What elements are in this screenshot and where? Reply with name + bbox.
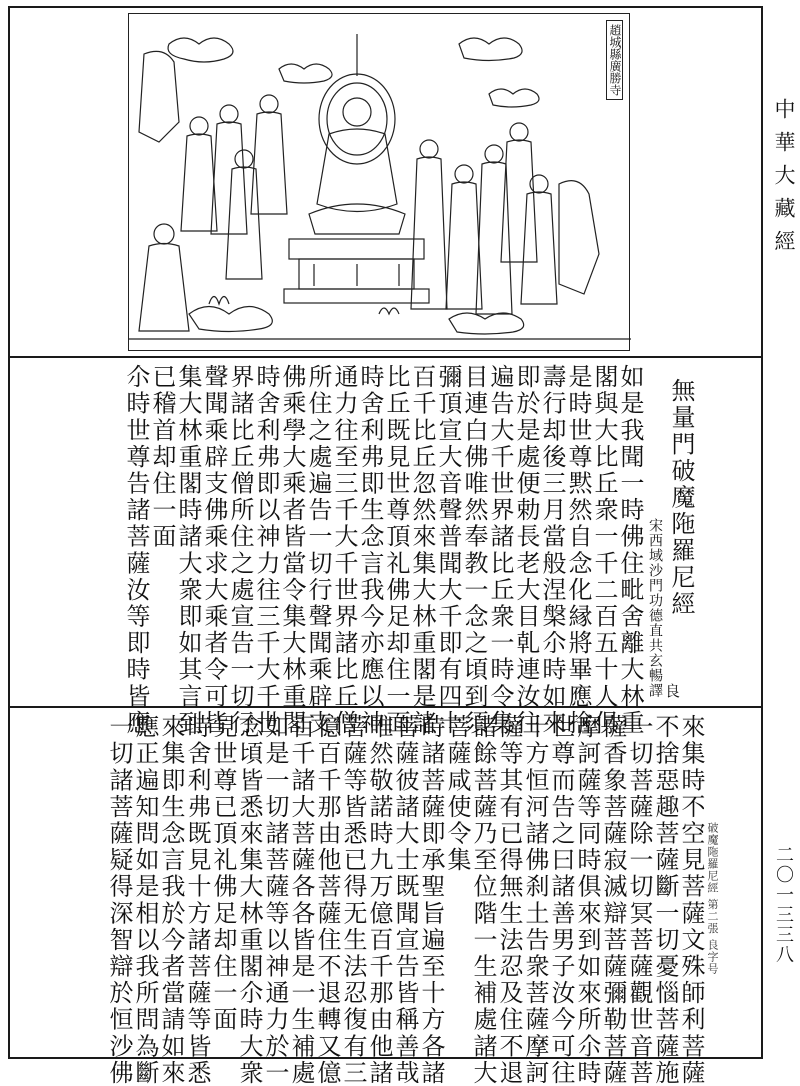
text-column: 壽行却後三月當般涅槃尒時如來 (538, 364, 566, 737)
section-divider-top (8, 356, 763, 358)
text-column: 是時世尊黙然自念化縁將畢應捨 (564, 364, 592, 737)
text-column: 時舍利弗即以神力往三千大千世 (252, 364, 280, 737)
text-column: 集大林重閣時諸大衆即如其言到 (174, 364, 202, 737)
text-column: 菩薩彼諸大士既聞宣告皆稱善哉 (391, 714, 419, 1086)
text-column: 摩訶薩等同時俱來到如來所尒時 (573, 714, 601, 1086)
text-column: 來集即生念言我於今者當請如來 (157, 714, 185, 1086)
text-column: 億百千那由他菩薩住不退轉又億 (313, 714, 341, 1086)
series-title: 中華大藏經 (772, 98, 796, 263)
text-column: 佛乘學大乘者皆當令集大林重閣 (278, 364, 306, 737)
page-number: 二〇一三三八 (773, 845, 794, 965)
sutra-title: 無量門破魔陁羅尼經 (667, 378, 695, 618)
text-column: 所住之處遍告一切行聲聞乘辟支 (304, 364, 332, 737)
text-column: 已稽首却住一面 (148, 364, 176, 551)
text-column: 尒時世尊告諸菩薩汝等即時皆應 (122, 364, 150, 737)
text-column: 諸餘菩薩乃至位階一生補處諸大 (469, 714, 497, 1086)
translator-line: 宋西域沙門功德直共玄暢譯 (647, 518, 663, 698)
text-column: 百千比丘忽然來集大林重閣是諸 (408, 364, 436, 737)
text-column: 時舍利弗既見十方諸菩薩等皆悉 (183, 714, 211, 1086)
text-column: 時舍利弗即生念言我今亦應以神 (356, 364, 384, 737)
text-column: 目連白佛唯然奉教一念之頃到須 (460, 364, 488, 737)
text-column: 薩等其有已得無生法忍及住不退 (495, 714, 523, 1086)
text-column: 如是一切諸菩薩等以神通力於一 (261, 714, 289, 1086)
text-column: 如是我聞一時佛住毗舍離大林重 (616, 364, 644, 737)
text-column: 薩香象菩薩寂滅辯菩薩彌勒菩薩 (599, 714, 627, 1086)
text-column: 遍告大千世界諸比丘衆一時令集 (486, 364, 514, 737)
text-column: 應正遍知問如是相以我所問為斷 (131, 714, 159, 1086)
scroll-side-note: 破魔陁羅尼經 第二張 良字号 (706, 822, 719, 975)
text-column: 一切菩薩除一切冥菩薩觀世音菩 (625, 714, 653, 1086)
text-column: 十方恒河諸佛刹土告衆菩薩摩訶 (521, 714, 549, 1086)
text-column: 世尊而告之曰諸善男子汝今可往 (547, 714, 575, 1086)
text-column: 念頃皆悉來集大林重閣尒時大衆 (235, 714, 263, 1086)
text-column: 百千諸大菩薩各各皆是一生補處 (287, 714, 315, 1086)
text-column: 一切諸菩薩疑得深智辯於恒沙佛 (105, 714, 133, 1086)
text-column: 見世尊已頂礼佛足却住一面 (209, 714, 237, 1034)
text-column: 比丘既見世尊頂礼佛足却住一面 (382, 364, 410, 737)
text-column: 唯然敬諾時九万億百千那由他諸 (365, 714, 393, 1086)
text-column: 通力往至三千大千世界諸比丘僧 (330, 364, 358, 737)
woodblock-illustration (128, 13, 630, 351)
text-column: 菩薩等皆悉已得无生法忍復有三 (339, 714, 367, 1086)
text-column: 聲聞乘辟支佛乘求大乘者令可皆 (200, 364, 228, 737)
text-column: 即於是處便勅長老大目乹連汝往 (512, 364, 540, 737)
temple-caption: 趙城縣廣勝寺 (606, 20, 623, 100)
text-column: 不捨惡趣菩薩斷一切憂惱菩薩施 (651, 714, 679, 1086)
buddha-assembly-engraving (129, 14, 631, 352)
text-column: 閣與大比丘衆一千二百五十人俱 (590, 364, 618, 737)
text-column: 界諸比丘僧所住之處宣告一切行 (226, 364, 254, 737)
text-column: 菩薩咸使令集 (443, 714, 471, 874)
translator-mark: 良 (663, 683, 681, 699)
text-column: 彌頂宣大音聲普聞大千即有四十 (434, 364, 462, 737)
text-column: 時諸菩薩即承聖旨遍至十方各諸 (417, 714, 445, 1086)
text-column: 來集時不空見菩薩文殊師利菩薩 (677, 714, 705, 1086)
